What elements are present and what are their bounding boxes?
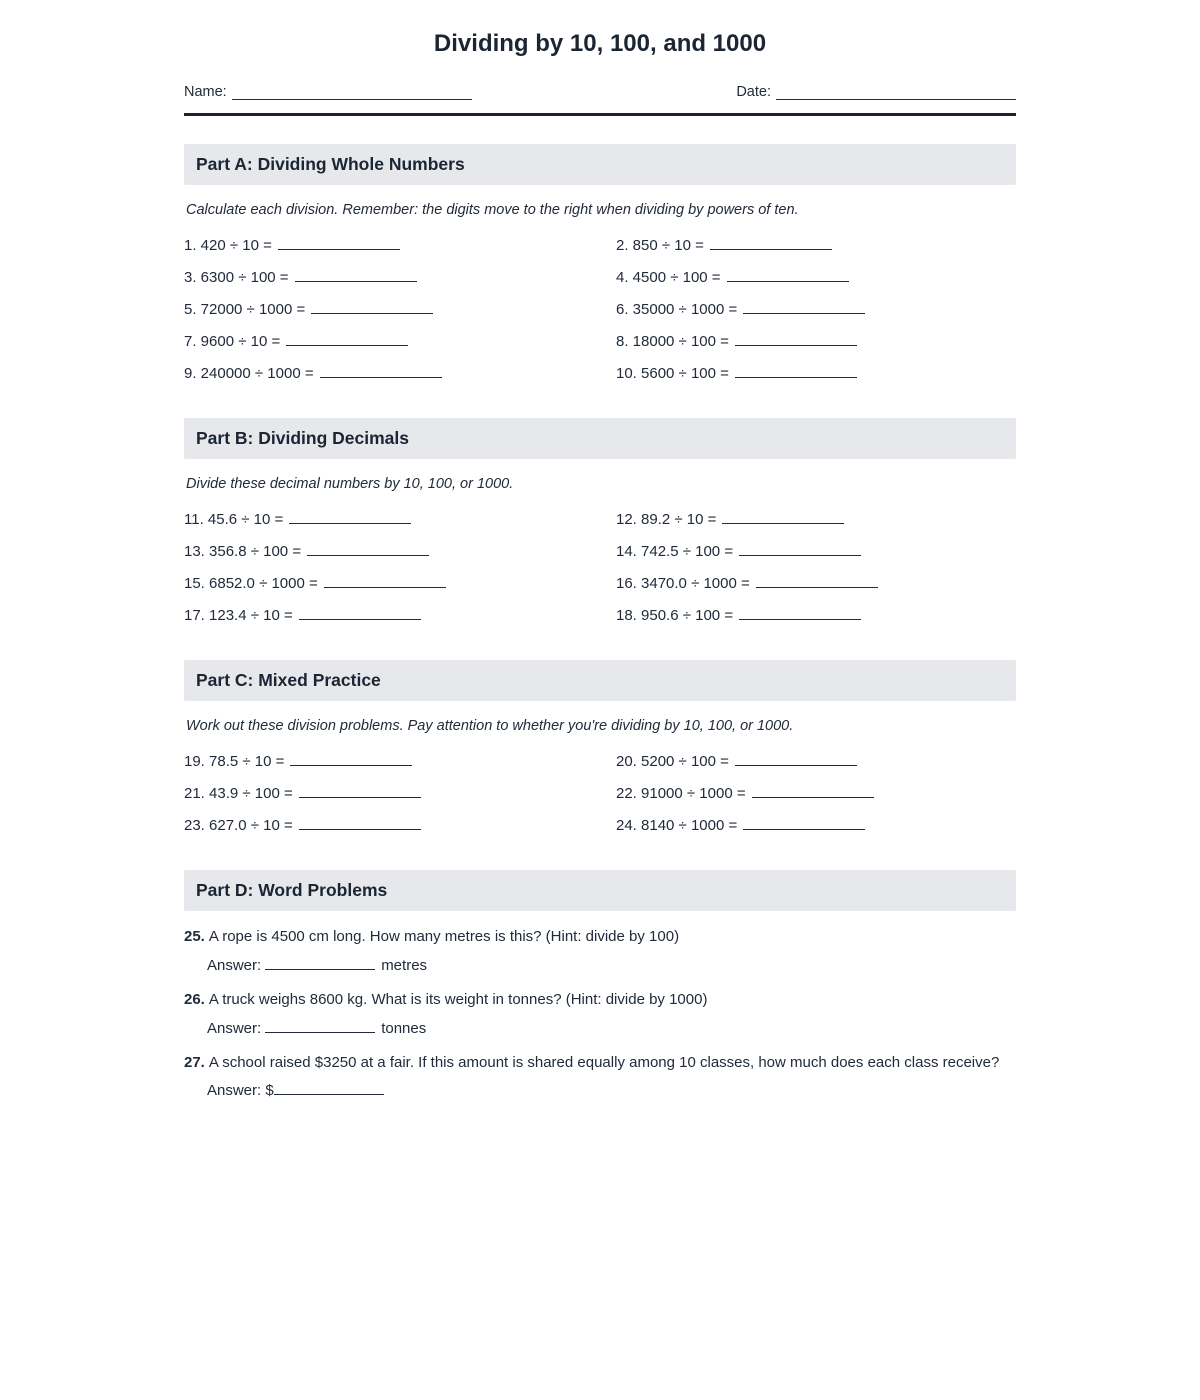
problem-item — [616, 294, 1016, 326]
problem-item — [616, 358, 1016, 390]
answer-blank[interactable] — [752, 784, 874, 798]
date-group — [736, 84, 1016, 100]
date-label: Date: — [736, 84, 771, 100]
instruction-part-b: Divide these decimal numbers by 10, 100, or 1000. — [186, 476, 514, 492]
problems-grid-part-a — [184, 230, 1016, 390]
problem-text: 10. 5600 ÷ 100 = — [616, 365, 729, 382]
name-blank[interactable] — [232, 85, 472, 100]
page-title: Dividing by 10, 100, and 1000 — [433, 30, 767, 57]
answer-unit: tonnes — [381, 1019, 427, 1037]
problem-item — [184, 810, 616, 842]
word-problem-number: 27. — [184, 1053, 205, 1071]
problem-item — [184, 536, 616, 568]
problem-text: 21. 43.9 ÷ 100 = — [184, 785, 293, 802]
answer-blank[interactable] — [727, 268, 849, 282]
answer-unit: metres — [381, 956, 428, 974]
word-problem-number: 26. — [184, 990, 205, 1008]
problem-text: 18. 950.6 ÷ 100 = — [616, 607, 734, 624]
problem-text: 3. 6300 ÷ 100 = — [184, 269, 289, 286]
problem-item — [184, 746, 616, 778]
problem-item — [616, 262, 1016, 294]
answer-blank[interactable] — [735, 332, 857, 346]
word-problem-question: A truck weighs 8600 kg. What is its weight in tonnes? (Hint: divide by 1000) — [208, 990, 708, 1008]
problem-item — [616, 504, 1016, 536]
answer-blank[interactable] — [311, 300, 433, 314]
answer-blank[interactable] — [320, 364, 442, 378]
name-group — [184, 84, 472, 100]
answer-blank[interactable] — [278, 236, 400, 250]
header-divider — [184, 113, 1016, 116]
problem-text: 19. 78.5 ÷ 10 = — [184, 753, 285, 770]
word-problem-question: A school raised $3250 at a fair. If this amount is shared equally among 10 classes, how much does each class receive? — [208, 1053, 1000, 1071]
word-problem-text — [184, 991, 1016, 1010]
answer-blank[interactable] — [739, 606, 861, 620]
answer-blank[interactable] — [289, 510, 411, 524]
answer-blank[interactable] — [286, 332, 408, 346]
answer-blank[interactable] — [265, 1019, 375, 1033]
problem-text: 15. 6852.0 ÷ 1000 = — [184, 575, 318, 592]
problem-text: 5. 72000 ÷ 1000 = — [184, 301, 306, 318]
problem-text: 14. 742.5 ÷ 100 = — [616, 543, 734, 560]
word-problem-26 — [184, 991, 1016, 1037]
answer-label: Answer: — [207, 956, 262, 974]
problem-item — [184, 504, 616, 536]
instruction-part-c: Work out these division problems. Pay attention to whether you're dividing by 10, 100, or 1000. — [186, 718, 794, 734]
problem-item — [616, 568, 1016, 600]
instruction-part-a: Calculate each division. Remember: the digits move to the right when dividing by powers of ten. — [186, 202, 799, 218]
problem-text: 22. 91000 ÷ 1000 = — [616, 785, 746, 802]
problem-text: 6. 35000 ÷ 1000 = — [616, 301, 738, 318]
problem-item — [616, 600, 1016, 632]
answer-blank[interactable] — [265, 956, 375, 970]
problems-grid-part-b — [184, 504, 1016, 632]
answer-blank[interactable] — [735, 364, 857, 378]
problem-text: 1. 420 ÷ 10 = — [184, 237, 272, 254]
problem-item — [184, 568, 616, 600]
problem-text: 7. 9600 ÷ 10 = — [184, 333, 281, 350]
problem-text: 9. 240000 ÷ 1000 = — [184, 365, 314, 382]
word-problem-number: 25. — [184, 928, 205, 945]
answer-blank[interactable] — [324, 574, 446, 588]
answer-blank[interactable] — [299, 606, 421, 620]
problem-item — [616, 778, 1016, 810]
problem-item — [616, 746, 1016, 778]
problem-text: 23. 627.0 ÷ 10 = — [184, 817, 293, 834]
problem-item — [184, 600, 616, 632]
problem-text: 8. 18000 ÷ 100 = — [616, 333, 729, 350]
word-problems-section — [184, 928, 1016, 1099]
problem-item — [184, 358, 616, 390]
problem-text: 2. 850 ÷ 10 = — [616, 237, 704, 254]
answer-blank[interactable] — [299, 784, 421, 798]
answer-blank[interactable] — [290, 752, 412, 766]
word-problem-text — [184, 928, 1016, 947]
answer-blank[interactable] — [307, 542, 429, 556]
section-header-part-d: Part D: Word Problems — [184, 870, 1016, 911]
word-problem-answer-line — [207, 956, 1016, 974]
problems-grid-part-c — [184, 746, 1016, 842]
worksheet-page — [184, 0, 1016, 1099]
problem-item — [616, 326, 1016, 358]
answer-blank[interactable] — [295, 268, 417, 282]
word-problem-text — [184, 1054, 1016, 1073]
problem-text: 4. 4500 ÷ 100 = — [616, 269, 721, 286]
section-header-part-c: Part C: Mixed Practice — [184, 660, 1016, 701]
date-blank[interactable] — [776, 85, 1016, 100]
problem-item — [184, 262, 616, 294]
word-problem-answer-line — [207, 1019, 1016, 1037]
name-date-row — [184, 84, 1016, 100]
problem-item — [616, 230, 1016, 262]
word-problem-answer-line — [207, 1081, 1016, 1099]
answer-blank[interactable] — [722, 510, 844, 524]
word-problem-27 — [184, 1054, 1016, 1100]
problem-item — [184, 294, 616, 326]
problem-text: 20. 5200 ÷ 100 = — [616, 753, 729, 770]
answer-blank[interactable] — [710, 236, 832, 250]
problem-text: 13. 356.8 ÷ 100 = — [184, 543, 302, 560]
answer-blank[interactable] — [274, 1081, 384, 1095]
problem-text: 12. 89.2 ÷ 10 = — [616, 511, 717, 528]
answer-blank[interactable] — [739, 542, 861, 556]
word-problem-25 — [184, 928, 1016, 974]
problem-text: 17. 123.4 ÷ 10 = — [184, 607, 293, 624]
name-label: Name: — [184, 84, 227, 100]
problem-text: 11. 45.6 ÷ 10 = — [184, 511, 284, 528]
problem-item — [184, 230, 616, 262]
problem-text: 16. 3470.0 ÷ 1000 = — [616, 575, 750, 592]
answer-blank[interactable] — [743, 816, 865, 830]
problem-text: 24. 8140 ÷ 1000 = — [616, 817, 738, 834]
answer-label: Answer: — [207, 1019, 262, 1037]
word-problem-question: A rope is 4500 cm long. How many metres is this? (Hint: divide by 100) — [208, 928, 680, 945]
section-header-part-a: Part A: Dividing Whole Numbers — [184, 144, 1016, 185]
answer-blank[interactable] — [735, 752, 857, 766]
answer-blank[interactable] — [756, 574, 878, 588]
section-header-part-b: Part B: Dividing Decimals — [184, 418, 1016, 459]
problem-item — [616, 536, 1016, 568]
answer-label: Answer: $ — [207, 1082, 274, 1100]
answer-blank[interactable] — [299, 816, 421, 830]
problem-item — [184, 326, 616, 358]
answer-blank[interactable] — [743, 300, 865, 314]
problem-item — [616, 810, 1016, 842]
problem-item — [184, 778, 616, 810]
